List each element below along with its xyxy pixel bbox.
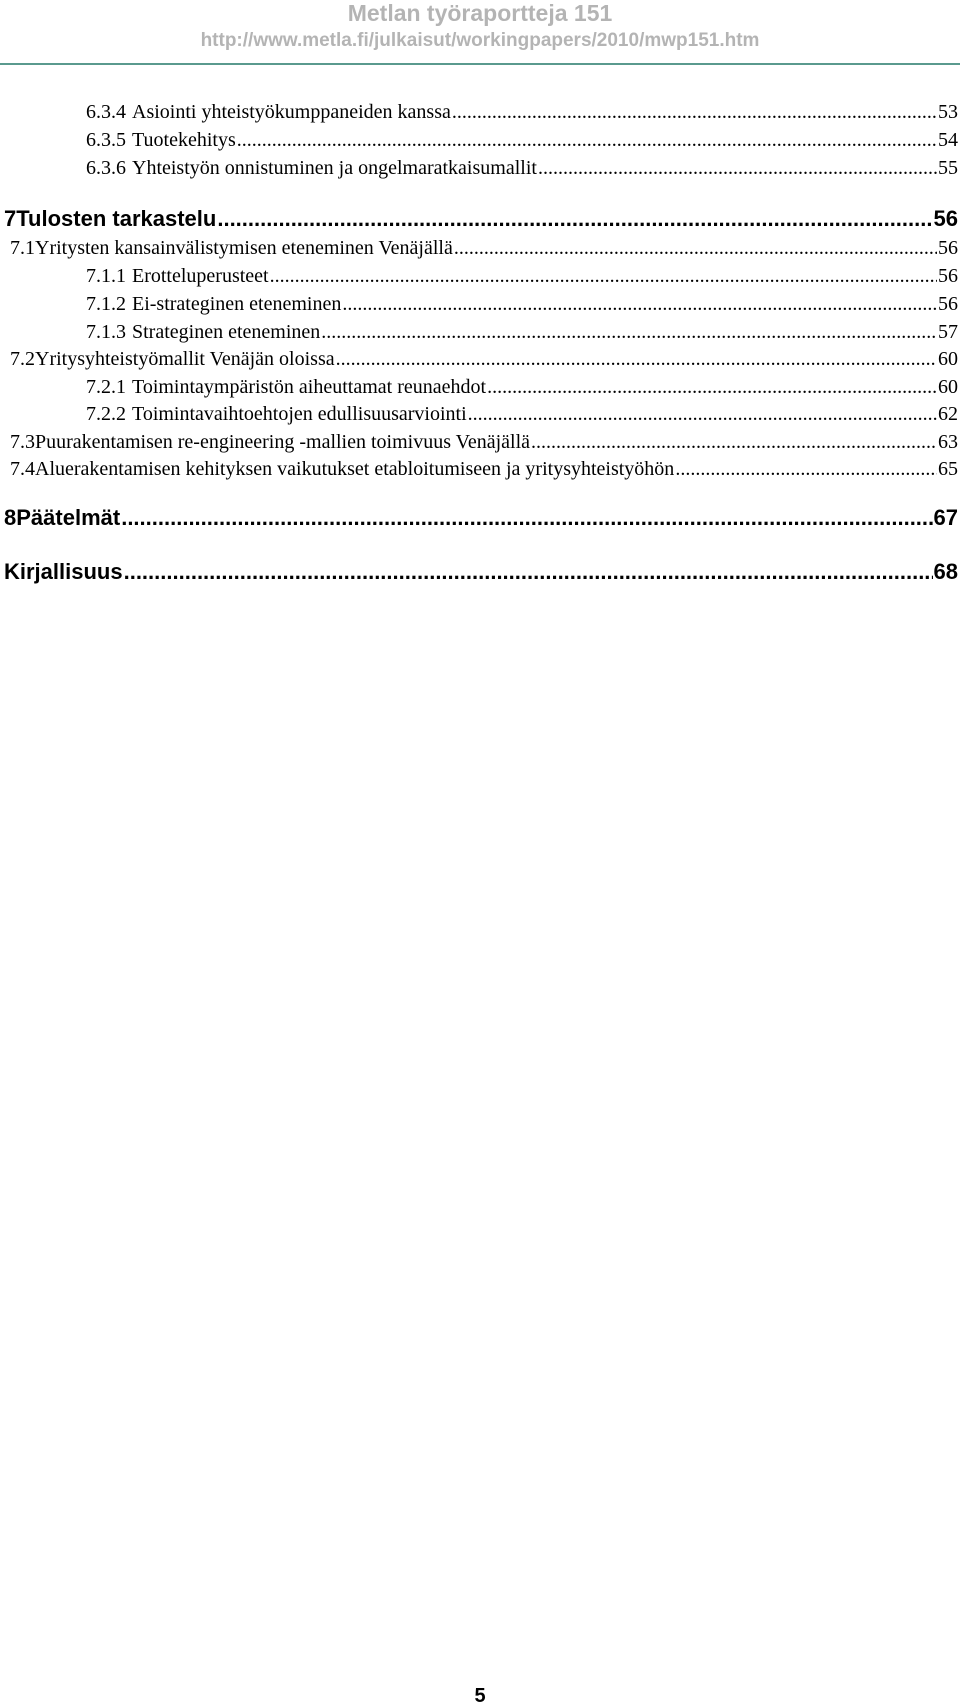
toc-entry-7-2 <box>10 347 958 371</box>
toc-entry-title: Tulosten tarkastelu <box>16 206 217 231</box>
toc-entry-title: Asiointi yhteistyökumppaneiden kanssa <box>132 101 451 123</box>
header-rule <box>0 63 960 65</box>
toc-entry-title: Yritysyhteistyömallit Venäjän oloissa <box>35 348 335 370</box>
toc-entry-number: 7 <box>4 206 17 231</box>
toc-entry-number: 7.1 <box>10 237 35 259</box>
toc-entry-page: 56 <box>938 293 958 315</box>
toc-entry-number: 7.2 <box>10 348 35 370</box>
toc-leader-dots <box>237 128 937 152</box>
toc-entry-number: 6.3.4 <box>86 101 126 123</box>
toc-entry-number: 7.1.2 <box>86 293 126 315</box>
toc-entry-page: 62 <box>938 403 958 425</box>
toc-entry-page: 67 <box>933 505 958 530</box>
toc-entry-number: 7.1.1 <box>86 265 126 287</box>
toc-entry-title: Toimintavaihtoehtojen edullisuusarviointi <box>132 403 467 425</box>
toc-entry-page: 55 <box>938 157 958 179</box>
toc-entry-7-1-3 <box>86 320 958 344</box>
page-number: 5 <box>474 1685 486 1707</box>
toc-entry-6-3-5 <box>86 128 958 152</box>
toc-leader-dots <box>336 347 937 371</box>
toc-entry-7-1 <box>10 236 958 260</box>
toc-entry-number: 7.2.2 <box>86 403 126 425</box>
toc-leader-dots <box>121 505 932 531</box>
toc-entry-7 <box>4 206 958 232</box>
toc-entry-page: 60 <box>938 376 958 398</box>
toc-leader-dots <box>342 292 937 316</box>
toc-leader-dots <box>124 559 933 585</box>
toc-entry-page: 65 <box>938 458 958 480</box>
toc-entry-6-3-6 <box>86 156 958 180</box>
toc-entry-title: Ei-strateginen eteneminen <box>132 293 342 315</box>
toc-leader-dots <box>531 430 937 454</box>
toc-entry-number: 6.3.6 <box>86 157 126 179</box>
toc-entry-page: 56 <box>933 206 958 231</box>
toc-entry-title: Kirjallisuus <box>4 559 123 584</box>
toc-entry-number: 6.3.5 <box>86 129 126 151</box>
toc-leader-dots <box>454 236 937 260</box>
toc-leader-dots <box>675 457 937 481</box>
toc-entry-title: Päätelmät <box>16 505 121 530</box>
toc-leader-dots <box>270 264 937 288</box>
toc-entry-8 <box>4 505 958 531</box>
toc-entry-page: 53 <box>938 101 958 123</box>
header-title: Metlan työraportteja 151 <box>347 0 613 26</box>
toc-entry-title: Toimintaympäristön aiheuttamat reunaehdot <box>132 376 487 398</box>
toc-entry-page: 56 <box>938 237 958 259</box>
toc-entry-title: Puurakentamisen re-engineering -mallien toimivuus Venäjällä <box>35 431 531 453</box>
toc-entry-7-1-2 <box>86 292 958 316</box>
toc-entry-7-4 <box>10 457 958 481</box>
toc-entry-title: Aluerakentamisen kehityksen vaikutukset etabloitumiseen ja yritysyhteistyöhön <box>35 458 675 480</box>
toc-entry-page: 60 <box>938 348 958 370</box>
toc-leader-dots <box>468 402 937 426</box>
toc-entry-number: 7.4 <box>10 458 35 480</box>
toc-entry-7-2-1 <box>86 375 958 399</box>
toc-entry-number: 7.2.1 <box>86 376 126 398</box>
toc-leader-dots <box>452 100 937 124</box>
toc-entry-page: 63 <box>938 431 958 453</box>
toc-entry-number: 8 <box>4 505 17 530</box>
toc-entry-7-3 <box>10 430 958 454</box>
toc-entry-title: Erotteluperusteet <box>132 265 269 287</box>
toc-entry-title: Tuotekehitys <box>132 129 236 151</box>
toc-entry-number: 7.1.3 <box>86 321 126 343</box>
toc-entry-title: Yritysten kansainvälistymisen eteneminen Venäjällä <box>35 237 453 259</box>
toc-entry-7-1-1 <box>86 264 958 288</box>
toc-leader-dots <box>217 206 932 232</box>
toc-entry-kirjallisuus <box>4 559 958 585</box>
toc-entry-number: 7.3 <box>10 431 35 453</box>
toc-entry-7-2-2 <box>86 402 958 426</box>
toc-leader-dots <box>487 375 937 399</box>
toc-leader-dots <box>538 156 937 180</box>
toc-entry-page: 68 <box>933 559 958 584</box>
toc-entry-title: Yhteistyön onnistuminen ja ongelmaratkaisumallit <box>132 157 537 179</box>
toc-entry-page: 54 <box>938 129 958 151</box>
toc-entry-6-3-4 <box>86 100 958 124</box>
toc-entry-page: 57 <box>938 321 958 343</box>
toc-entry-title: Strateginen eteneminen <box>132 321 321 343</box>
header-url: http://www.metla.fi/julkaisut/workingpapers/2010/mwp151.htm <box>200 30 760 51</box>
toc-leader-dots <box>321 320 937 344</box>
toc-entry-page: 56 <box>938 265 958 287</box>
